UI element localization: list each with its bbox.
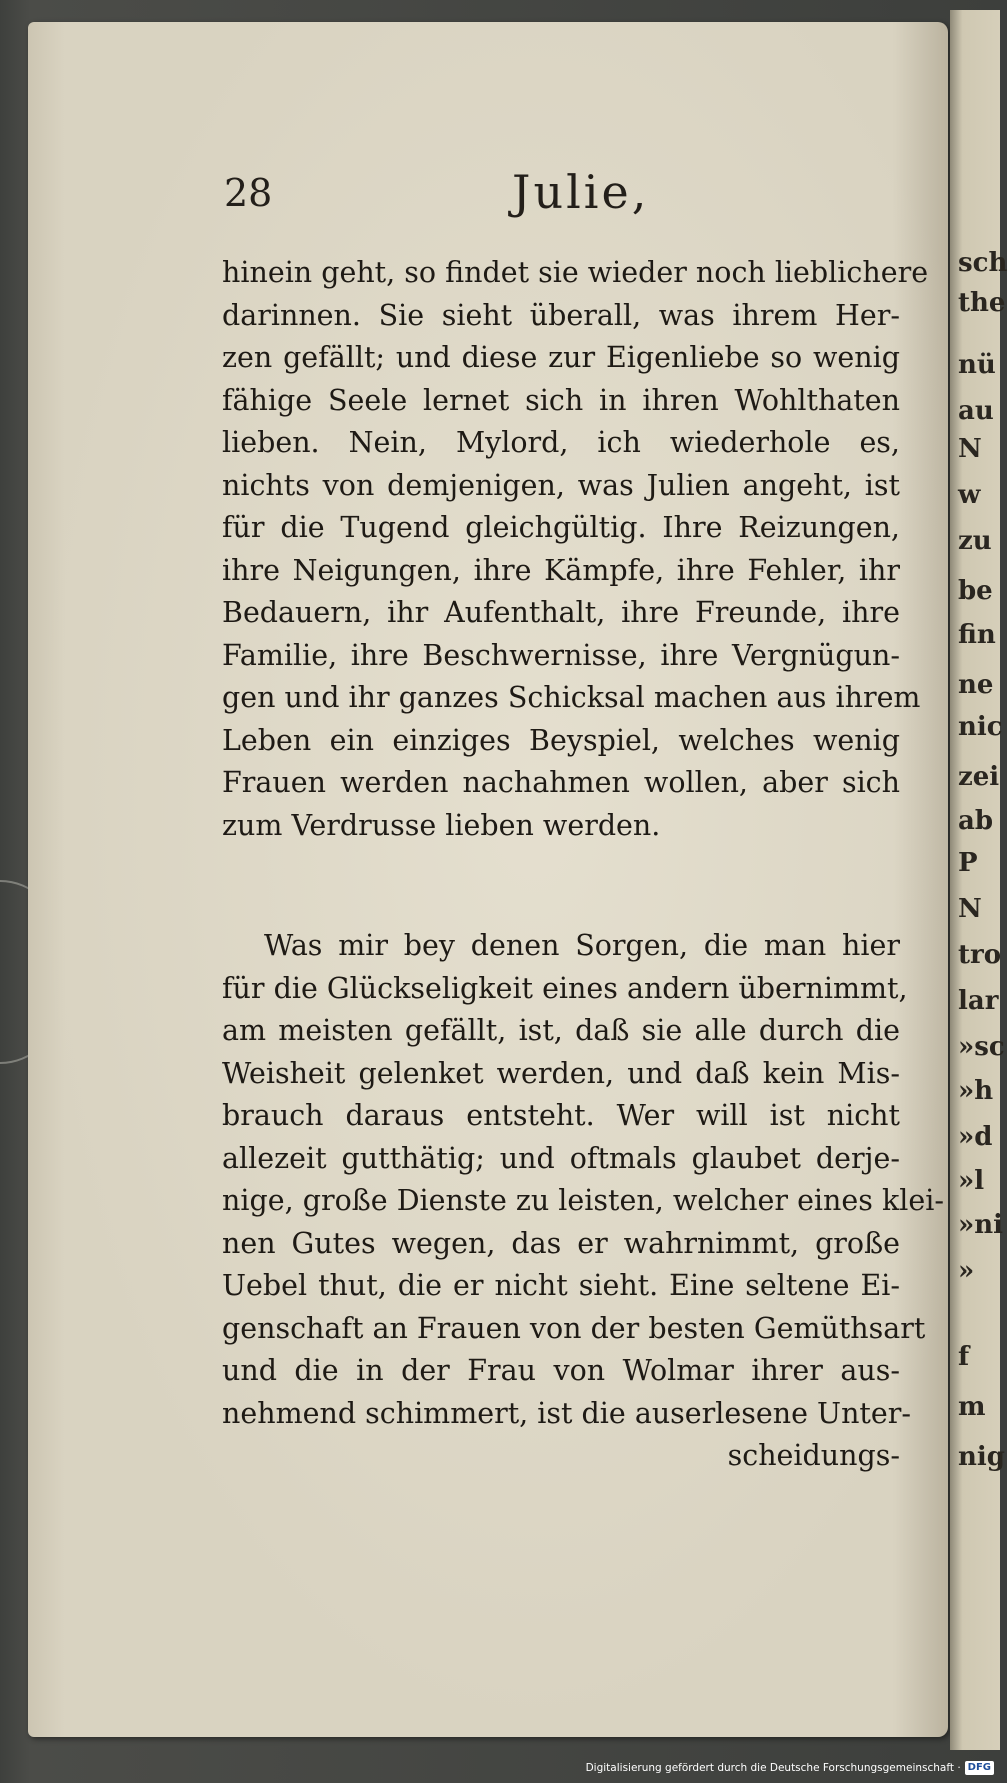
facing-line: nig xyxy=(958,1442,1005,1472)
facing-line: m xyxy=(958,1392,986,1422)
text-line: für die Glückseligkeit eines andern übernimmt, xyxy=(222,971,908,1005)
text-line: Uebel thut, die er nicht sieht. Eine seltene Ei- xyxy=(222,1269,900,1302)
facing-line: »sc xyxy=(958,1032,1005,1062)
facing-line: zei xyxy=(958,762,1000,792)
facing-line: ne xyxy=(958,670,994,700)
text-line: gen und ihr ganzes Schicksal machen aus ihrem xyxy=(222,681,921,714)
text-line: nen Gutes wegen, das er wahrnimmt, große xyxy=(222,1226,900,1260)
text-line: brauch daraus entsteht. Wer will ist nicht xyxy=(222,1099,900,1132)
text-line: Familie, ihre Beschwernisse, ihre Vergnügun- xyxy=(222,638,900,672)
text-line: ihre Neigungen, ihre Kämpfe, ihre Fehler, ihr xyxy=(222,553,900,587)
facing-line: sch xyxy=(958,248,1007,278)
digitization-credit xyxy=(586,1761,994,1775)
page-header xyxy=(224,165,884,225)
facing-line: »ni xyxy=(958,1210,1004,1240)
text-line: zum Verdrusse lieben werden. xyxy=(222,808,661,842)
facing-line: P xyxy=(958,848,978,878)
facing-line: w xyxy=(958,480,981,510)
facing-line: »d xyxy=(958,1122,993,1152)
text-line: allezeit gutthätig; und oftmals glaubet derje- xyxy=(222,1141,900,1175)
text-line: Weisheit gelenket werden, und daß kein Mis- xyxy=(222,1056,900,1090)
facing-line: ab xyxy=(958,806,994,836)
text-line: Was mir bey denen Sorgen, die man hier xyxy=(264,929,900,962)
facing-line: tro xyxy=(958,940,1002,970)
facing-line: lar xyxy=(958,986,999,1016)
facing-line: N xyxy=(958,434,982,464)
dfg-logo: DFG xyxy=(965,1761,994,1775)
text-line: und die in der Frau von Wolmar ihrer aus- xyxy=(222,1354,900,1387)
paragraph xyxy=(222,925,944,1478)
facing-line: the xyxy=(958,288,1006,318)
facing-line: f xyxy=(958,1342,970,1372)
facing-line: »l xyxy=(958,1166,985,1196)
facing-page-edge xyxy=(950,10,1007,1750)
text-line: Bedauern, ihr Aufenthalt, ihre Freunde, ihre xyxy=(222,596,900,629)
facing-line: N xyxy=(958,894,982,924)
facing-line: » xyxy=(958,1256,975,1286)
facing-line: nü xyxy=(958,350,996,380)
facing-line: nic xyxy=(958,712,1003,742)
text-line: fähige Seele lernet sich in ihren Wohlthaten xyxy=(222,383,900,417)
running-title: Julie, xyxy=(512,165,650,219)
text-line: für die Tugend gleichgültig. Ihre Reizungen, xyxy=(222,511,900,544)
facing-line: be xyxy=(958,576,993,606)
facing-line: au xyxy=(958,396,994,426)
text-line: nichts von demjenigen, was Julien angeht, ist xyxy=(222,468,900,502)
facing-line: »h xyxy=(958,1076,994,1106)
text-line: Frauen werden nachahmen wollen, aber sich xyxy=(222,766,900,799)
facing-line: fin xyxy=(958,620,996,650)
text-line: Leben ein einziges Beyspiel, welches wenig xyxy=(222,723,900,757)
text-line: am meisten gefällt, ist, daß sie alle durch die xyxy=(222,1014,900,1047)
text-line: genschaft an Frauen von der besten Gemüthsart xyxy=(222,1311,926,1345)
facing-line: zu xyxy=(958,526,992,556)
text-line: darinnen. Sie sieht überall, was ihrem Her- xyxy=(222,298,900,332)
text-line: nehmend schimmert, ist die auserlesene Unter- xyxy=(222,1396,911,1430)
text-line: hinein geht, so findet sie wieder noch lieblichere xyxy=(222,256,929,289)
credit-text: Digitalisierung gefördert durch die Deutsche Forschungsgemeinschaft · xyxy=(585,1762,961,1774)
text-line: nige, große Dienste zu leisten, welcher eines klei- xyxy=(222,1184,944,1217)
text-line: zen gefällt; und diese zur Eigenliebe so wenig xyxy=(222,341,900,374)
page-number: 28 xyxy=(224,171,273,215)
catchword: scheidungs- xyxy=(727,1439,900,1472)
text-line: lieben. Nein, Mylord, ich wiederhole es, xyxy=(222,426,900,459)
paragraph xyxy=(222,252,929,847)
